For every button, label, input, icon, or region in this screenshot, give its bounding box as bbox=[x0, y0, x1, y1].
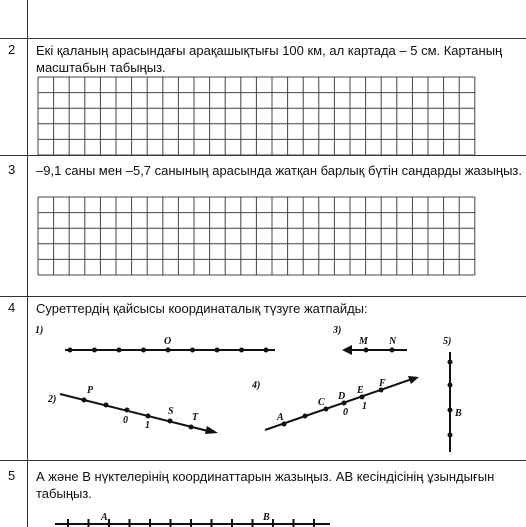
figure-2-point-s: S bbox=[168, 406, 174, 417]
figure-1-dot bbox=[215, 348, 220, 353]
figure-1-dot bbox=[264, 348, 269, 353]
figure-3-arrow bbox=[342, 345, 352, 355]
task-number-3: 3 bbox=[8, 162, 16, 177]
figure-1-dot bbox=[117, 348, 122, 353]
figure-2-dot bbox=[104, 403, 109, 408]
figure-4-point-f: F bbox=[379, 378, 386, 389]
figure-3-label: 3) bbox=[333, 325, 342, 336]
figure-2-one: 1 bbox=[145, 420, 150, 431]
figure-5-dot bbox=[448, 433, 453, 438]
figure-4-label: 4) bbox=[252, 380, 261, 391]
figure-3-point-n: N bbox=[389, 336, 397, 347]
figure-1-dot bbox=[166, 348, 171, 353]
task-5-point-a: A bbox=[101, 512, 108, 523]
figure-1-dot bbox=[92, 348, 97, 353]
figure-4-dot bbox=[303, 414, 308, 419]
figure-5-dot bbox=[448, 383, 453, 388]
task-5-point-b: B bbox=[263, 512, 270, 523]
figure-1-dot bbox=[190, 348, 195, 353]
figure-2-dot bbox=[125, 408, 130, 413]
figure-4-point-c: C bbox=[318, 397, 325, 408]
task-text-5: А және В нүктелерінің координаттарын жазыңыз. АВ кесіндісінің ұзындығын табыңыз. bbox=[36, 469, 495, 501]
figure-1-label: 1) bbox=[35, 325, 44, 336]
figure-3-dot bbox=[364, 348, 369, 353]
figure-2-point-t: T bbox=[192, 412, 199, 423]
figure-2-dot bbox=[189, 425, 194, 430]
figure-4-point-a: A bbox=[277, 412, 284, 423]
figure-1-dot bbox=[141, 348, 146, 353]
task-text-2: Екі қаланың арасындағы арақашықтығы 100 км, ал картада – 5 см. Картаның масштабын табыңыз. bbox=[36, 43, 503, 75]
figure-1-point-o: O bbox=[164, 336, 172, 347]
figure-4-line bbox=[265, 379, 412, 430]
figure-5-point-b: B bbox=[455, 408, 462, 419]
figure-5-dot bbox=[448, 408, 453, 413]
figure-5-label: 5) bbox=[443, 336, 452, 347]
figure-4-zero: 0 bbox=[343, 407, 348, 418]
task-number-4: 4 bbox=[8, 300, 16, 315]
figure-2-dot bbox=[82, 398, 87, 403]
task-number-2: 2 bbox=[8, 42, 16, 57]
figure-2-zero: 0 bbox=[123, 415, 128, 426]
task-number-5: 5 bbox=[8, 468, 16, 483]
figure-1-dot bbox=[239, 348, 244, 353]
figure-4-one: 1 bbox=[362, 401, 367, 412]
figure-3-point-m: M bbox=[359, 336, 368, 347]
figure-2-dot bbox=[146, 414, 151, 419]
figure-5-dot bbox=[448, 360, 453, 365]
task-text-3: –9,1 саны мен –5,7 санының арасында жатқан барлық бүтін сандарды жазыңыз. bbox=[36, 163, 523, 178]
figure-2-arrow bbox=[205, 426, 218, 434]
figure-2-point-p: P bbox=[87, 385, 94, 396]
figure-4-point-d: D bbox=[338, 391, 346, 402]
figure-3-dot bbox=[390, 348, 395, 353]
figure-2-label: 2) bbox=[48, 394, 57, 405]
task-text-4: Суреттердің қайсысы координаталық түзуге жатпайды: bbox=[36, 301, 368, 316]
figure-4-point-e: E bbox=[357, 385, 364, 396]
figure-2-dot bbox=[168, 419, 173, 424]
figure-4-arrow bbox=[408, 376, 419, 384]
figure-1-dot bbox=[68, 348, 73, 353]
